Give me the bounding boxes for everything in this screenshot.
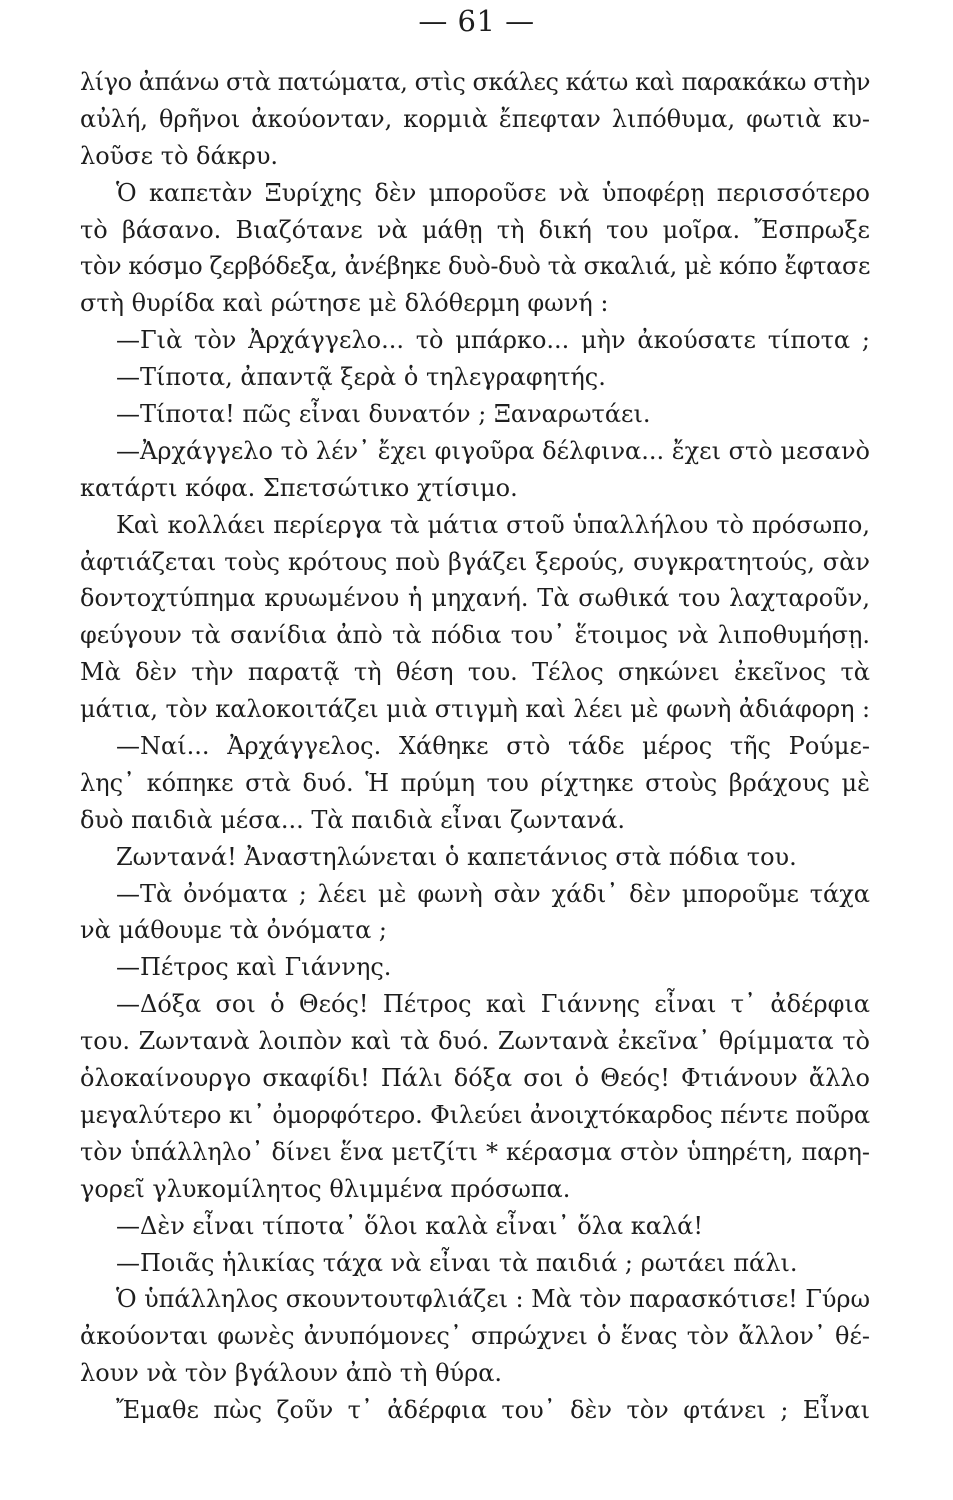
text-line: του. Ζωντανὰ λοιπὸν καὶ τὰ δυό. Ζωντανὰ ἐκεῖνα᾽ θρίμματα τὸ <box>80 1027 870 1056</box>
text-line: λίγο ἀπάνω στὰ πατώματα, στὶς σκάλες κάτω καὶ παρακάκω στὴν <box>80 68 870 96</box>
text-line: λοῦσε τὸ δάκρυ. <box>80 141 279 170</box>
text-line: —Πέτρος καὶ Γιάννης. <box>116 953 392 982</box>
text-line: Ζωντανά! Ἀναστηλώνεται ὁ καπετάνιος στὰ πόδια του. <box>116 842 797 871</box>
text-line: ἀφτιάζεται τοὺς κρότους ποὺ βγάζει ξερούς, συγκρατητούς, σὰν <box>80 547 870 576</box>
text-line: —Δὲν εἶναι τίποτα᾽ ὅλοι καλὰ εἶναι᾽ ὅλα καλά! <box>116 1211 703 1240</box>
text-line: αὐλή, θρῆνοι ἀκούονταν, κορμιὰ ἔπεφταν λιπόθυμα, φωτιὰ κυ- <box>80 104 870 133</box>
text-line: τὸν ὑπάλληλο᾽ δίνει ἕνα μετζίτι * κέρασμα στὸν ὑπηρέτη, παρη- <box>80 1137 870 1166</box>
text-line: τὸ βάσανο. Βιαζότανε νὰ μάθῃ τὴ δική του μοῖρα. Ἔσπρωξε <box>80 215 870 244</box>
text-line: Μὰ δὲν τὴν παρατᾷ τὴ θέση του. Τέλος σηκώνει ἐκεῖνος τὰ <box>80 658 870 687</box>
text-line: —Ναί... Ἀρχάγγελος. Χάθηκε στὸ τάδε μέρος τῆς Ρούμε- <box>116 732 870 761</box>
text-line: γορεῖ γλυκομίλητος θλιμμένα πρόσωπα. <box>80 1174 571 1203</box>
text-line: νὰ μάθουμε τὰ ὀνόματα ; <box>80 916 387 945</box>
text-line: —Ποιᾶς ἡλικίας τάχα νὰ εἶναι τὰ παιδιά ; ρωτάει πάλι. <box>116 1248 798 1277</box>
text-line: μάτια, τὸν καλοκοιτάζει μιὰ στιγμὴ καὶ λέει μὲ φωνὴ ἀδιάφορη : <box>80 695 870 724</box>
text-line: στὴ θυρίδα καὶ ρώτησε μὲ δλόθερμη φωνή : <box>80 289 609 318</box>
page-number: — 61 — <box>418 4 535 38</box>
text-line: φεύγουν τὰ σανίδια ἀπὸ τὰ πόδια του᾽ ἕτοιμος νὰ λιποθυμήσῃ. <box>80 621 870 650</box>
text-line: —Γιὰ τὸν Ἀρχάγγελο... τὸ μπάρκο... μὴν ἀκούσατε τίποτα ; <box>116 326 870 355</box>
text-line: Καὶ κολλάει περίεργα τὰ μάτια στοῦ ὑπαλλήλου τὸ πρόσωπο, <box>116 510 870 539</box>
text-line: μεγαλύτερο κι᾽ ὀμορφότερο. Φιλεύει ἀνοιχτόκαρδος πέντε ποῦρα <box>80 1100 870 1129</box>
text-line: —Τὰ ὀνόματα ; λέει μὲ φωνὴ σὰν χάδι᾽ δὲν μποροῦμε τάχα <box>116 879 870 908</box>
text-line: —Τίποτα! πῶς εἶναι δυνατόν ; Ξαναρωτάει. <box>116 400 651 429</box>
text-line: λουν νὰ τὸν βγάλουν ἀπὸ τὴ θύρα. <box>80 1359 503 1388</box>
text-line: Ὁ ὑπάλληλος σκουντουτφλιάζει : Μὰ τὸν παρασκότισε! Γύρω <box>116 1285 870 1314</box>
text-line: τὸν κόσμο ζερβόδεξα, ἀνέβηκε δυὸ-δυὸ τὰ σκαλιά, μὲ κόπο ἔφτασε <box>80 252 870 281</box>
text-line: Ἔμαθε πὼς ζοῦν τ᾽ ἀδέρφια του᾽ δὲν τὸν φτάνει ; Εἶναι <box>116 1396 870 1425</box>
text-line: —Δόξα σοι ὁ Θεός! Πέτρος καὶ Γιάννης εἶναι τ᾽ ἀδέρφια <box>116 990 870 1019</box>
text-line: ἀκούονται φωνὲς ἀνυπόμονες᾽ σπρώχνει ὁ ἕνας τὸν ἄλλον᾽ θέ- <box>80 1322 870 1351</box>
text-line: —Τίποτα, ἀπαντᾷ ξερὰ ὁ τηλεγραφητής. <box>116 363 606 392</box>
text-line: δυὸ παιδιὰ μέσα... Τὰ παιδιὰ εἶναι ζωντανά. <box>80 805 626 834</box>
body-text <box>80 64 870 1429</box>
text-line: κατάρτι κόφα. Σπετσώτικο χτίσιμο. <box>80 473 518 502</box>
text-line: Ὁ καπετὰν Ξυρίχης δὲν μποροῦσε νὰ ὑποφέρῃ περισσότερο <box>116 178 870 207</box>
text-line: δοντοχτύπημα κρυωμένου ἡ μηχανή. Τὰ σωθικά του λαχταροῦν, <box>80 584 870 613</box>
text-line: ὁλοκαίνουργο σκαφίδι! Πάλι δόξα σοι ὁ Θεός! Φτιάνουν ἄλλο <box>80 1064 870 1093</box>
text-line: λης᾽ κόπηκε στὰ δυό. Ἡ πρύμη του ρίχτηκε στοὺς βράχους μὲ <box>80 768 870 797</box>
text-line: —Ἀρχάγγελο τὸ λέν᾽ ἔχει φιγοῦρα δέλφινα... ἔχει στὸ μεσανὸ <box>116 436 870 465</box>
